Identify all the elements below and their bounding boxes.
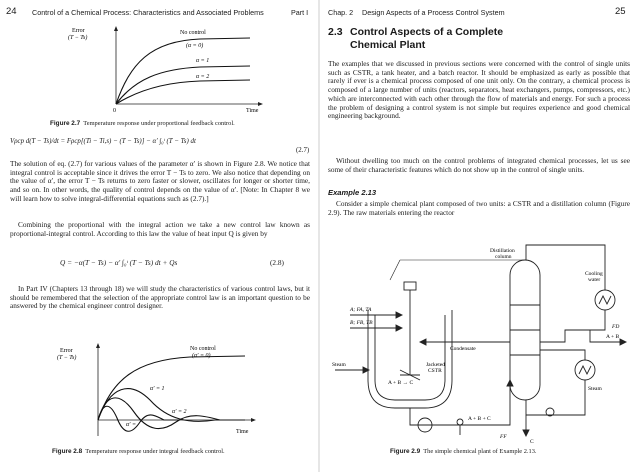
fig29-caption bbox=[390, 448, 537, 455]
right-page-number: 25 bbox=[615, 6, 626, 17]
reboiler-line bbox=[526, 380, 585, 415]
fig27-no-control-label: No control bbox=[180, 30, 206, 36]
fig28-caption bbox=[52, 448, 225, 455]
fig29-top-product-label: A + B bbox=[606, 334, 620, 340]
figure-2-8 bbox=[40, 340, 280, 440]
fig28-ylabel2: (T − Ts) bbox=[57, 355, 77, 361]
left-paragraph-3: In Part IV (Chapters 13 through 18) we will study the characteristics of various control laws, but it should be remembered that the selection of the appropriate control law is an important question to be answered by the chemical engineer control designer. bbox=[10, 284, 310, 311]
feed-valve bbox=[457, 419, 463, 425]
fig27-caption-num: Figure 2.7 bbox=[50, 120, 81, 127]
section-number: 2.3 bbox=[328, 26, 343, 38]
left-page-number: 24 bbox=[6, 6, 17, 17]
equation-2-7-number: (2.7) bbox=[296, 147, 310, 154]
agitator-motor bbox=[404, 282, 416, 290]
fig29-caption-num: Figure 2.9 bbox=[390, 448, 421, 455]
right-page bbox=[320, 0, 638, 472]
fig27-ylabel: Error bbox=[72, 28, 85, 34]
left-page bbox=[0, 0, 318, 472]
right-running-header: Design Aspects of a Process Control System bbox=[362, 8, 505, 17]
fig29-top-flow-label: FD bbox=[612, 324, 620, 330]
equation-2-8-number: (2.8) bbox=[270, 258, 284, 267]
reactor-outlet-line bbox=[410, 408, 450, 425]
fig28-no-control-label: No control bbox=[190, 346, 216, 352]
fig27-alpha2-label: α = 2 bbox=[196, 74, 210, 80]
fig28-ylabel: Error bbox=[60, 348, 73, 354]
example-label: Example 2.13 bbox=[328, 188, 377, 197]
example-text: Consider a simple chemical plant composed of two units: a CSTR and a distillation column (Figure 2.9). The raw materials entering the reactor bbox=[328, 199, 630, 217]
fig29-bottom-flow-label: FF bbox=[500, 434, 507, 440]
fig28-alpha2-label: α′ = 2 bbox=[172, 409, 187, 415]
fig29-cooling-label-2: water bbox=[588, 277, 601, 283]
fig29-condensate-label: Condensate bbox=[450, 346, 476, 352]
fig27-xlabel: Time bbox=[246, 108, 259, 114]
fig29-reactor-contents: A + B → C bbox=[388, 380, 414, 386]
right-paragraph-2: Without dwelling too much on the control problems of integrated chemical processes, let us see some of their characteristic features which do not show up in the control of single units. bbox=[328, 156, 630, 174]
fig27-caption-text: Temperature response under proportional feedback control. bbox=[83, 120, 235, 127]
right-chapter-label: Chap. 2 bbox=[328, 8, 354, 17]
fig29-steam-right-label: Steam bbox=[588, 386, 602, 392]
fig27-ylabel2: (T − Ts) bbox=[68, 35, 88, 41]
fig28-caption-text: Temperature response under integral feedback control. bbox=[85, 448, 225, 455]
right-paragraph-1: The examples that we discussed in previous sections were concerned with the control of single units such as CSTR, a tank heater, and a batch reactor. It should be emphasized as early as possible that rarely if ever is a chemical process composed of one unit only. On the contrary, a chemical process is composed of a large number of units (reactors, separators, heat exchangers, pumps, compressors, etc.) which are interconnected with each other through the flow of materials and energy. For such a process the problem of designing a control system is not simple but requires experience and good chemical engineering background. bbox=[328, 59, 630, 121]
figure-2-7 bbox=[60, 24, 270, 114]
figure-2-9 bbox=[330, 230, 630, 445]
fig29-jacketed-label-2: CSTR bbox=[428, 368, 442, 374]
left-part-label: Part I bbox=[291, 8, 309, 17]
section-title-line-2: Chemical Plant bbox=[350, 39, 426, 51]
left-running-header: Control of a Chemical Process: Characteristics and Associated Problems bbox=[32, 8, 264, 17]
fig29-steam-left-label: Steam bbox=[332, 362, 346, 368]
left-paragraph-1: The solution of eq. (2.7) for various values of the parameter α′ is shown in Figure 2.8. We notice that integral control is acceptable since it drives the error T − Ts to zero. We also notice that depending on the value of α′, the error T − Ts returns to zero faster or slower, oscillates for longer or shorter time, and so on. In other words, the quality of control depends on the value of α′. [Note: In Chapter 8 we will learn how to solve integral-differential equations such as (2.7).] bbox=[10, 159, 310, 203]
fig29-feed-b-label: B; FB, TB bbox=[350, 320, 373, 326]
fig29-bottom-stream-label: A + B + C bbox=[468, 416, 491, 422]
fig29-jacketed-label-1: Jacketed bbox=[426, 362, 445, 368]
fig29-bottom-product-label: C bbox=[530, 439, 534, 445]
equation-2-8: Q = −α(T − Ts) − α′ ∫₀ᵗ (T − Ts) dt + Qs bbox=[60, 258, 178, 267]
fig27-origin-label: 0 bbox=[113, 108, 116, 114]
fig27-alpha0-label: (α = 0) bbox=[186, 43, 204, 49]
fig27-curve-alpha2 bbox=[116, 80, 250, 104]
fig27-caption bbox=[50, 120, 235, 127]
fig29-caption-text: The simple chemical plant of Example 2.13. bbox=[423, 448, 537, 455]
left-paragraph-2: Combining the proportional with the integral action we take a new control law known as proportional-integral control. According to this law the value of heat input Q is given by bbox=[10, 220, 310, 238]
fig27-curve-alpha1 bbox=[116, 66, 250, 104]
fig29-column-label-2: column bbox=[495, 254, 512, 260]
fig28-caption-num: Figure 2.8 bbox=[52, 448, 83, 455]
fig28-curve-alpha1 bbox=[98, 389, 245, 422]
fig29-feed-a-label: A; FA, TA bbox=[350, 307, 372, 313]
fig27-alpha1-label: α = 1 bbox=[196, 58, 210, 64]
fig28-alpha3-label: α′ = bbox=[126, 422, 137, 428]
fig29-cooling-label-1: Cooling bbox=[585, 271, 603, 277]
section-title-line-1: Control Aspects of a Complete bbox=[350, 26, 504, 38]
fig28-xlabel: Time bbox=[236, 429, 249, 435]
fig29-column-label-1: Distillation bbox=[490, 248, 515, 254]
fig28-alpha0-label: (α′ = 0) bbox=[192, 353, 211, 359]
equation-2-7: Vρcp d(T − Ts)/dt = Fρcp[(Ti − Ti,s) − (T − Ts)] − α′ ∫₀ᵗ (T − Ts) dt bbox=[10, 138, 196, 145]
fig28-alpha1-label: α′ = 1 bbox=[150, 386, 165, 392]
